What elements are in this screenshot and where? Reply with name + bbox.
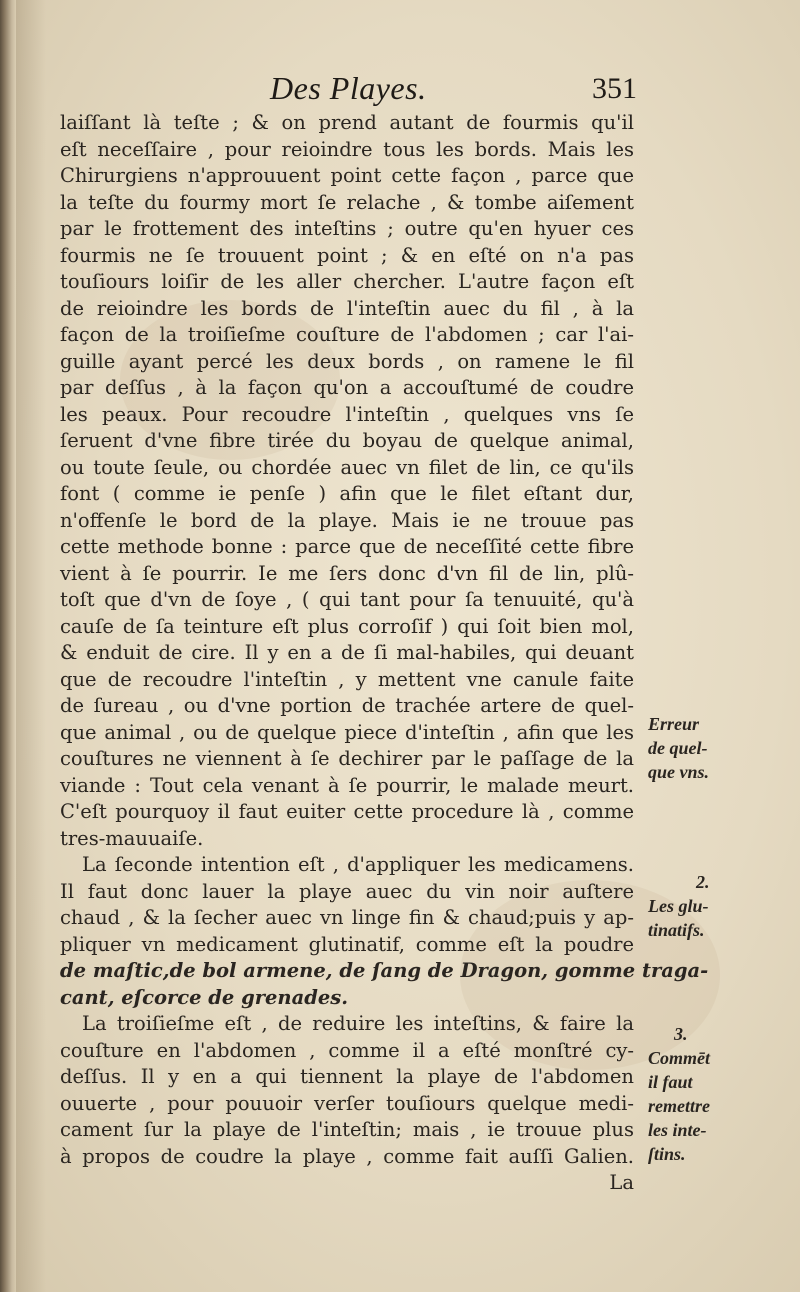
text-line: tres-mauuaiſe.	[60, 826, 204, 850]
margin-note-line: Les glu-	[648, 896, 709, 916]
text-line: couſture en l'abdomen , comme il a eſté monſtré cy-	[60, 1038, 634, 1062]
text-line: cauſe de ſa teinture eſt plus corroſif ) qui ſoit bien mol,	[60, 614, 634, 638]
margin-note-line: Commēt	[648, 1048, 710, 1068]
text-line: La ſeconde intention eſt , d'appliquer les medicamens.	[82, 853, 634, 876]
margin-note-line: les inte-	[648, 1120, 707, 1140]
text-line: Chirurgiens n'approuuent point cette façon , parce que	[60, 164, 634, 187]
text-line: couſtures ne viennent à ſe dechirer par le paſſage de la	[60, 747, 634, 770]
text-line: les peaux. Pour recoudre l'inteſtin , quelques vns ſe	[60, 402, 634, 426]
text-line: font ( comme ie penſe ) afin que le filet eſtant dur,	[60, 482, 634, 505]
text-line: & enduit de cire. Il y en a de ſi mal-habiles, qui deuant	[60, 641, 634, 664]
page-fold-shadow	[16, 0, 46, 1292]
margin-note-line: de quel-	[648, 738, 708, 758]
text-line: par le frottement des inteſtins ; outre qu'en hyuer ces	[60, 217, 634, 240]
text-line: que de recoudre l'inteſtin , y mettent vne canule faite	[60, 667, 634, 691]
margin-note-erreur	[648, 712, 758, 784]
margin-note-glutinatifs	[648, 870, 758, 942]
book-binding-edge	[0, 0, 16, 1292]
text-line: fourmis ne ſe trouuent point ; & en eſté on n'a pas	[60, 243, 634, 267]
margin-note-line: ſtins.	[648, 1144, 686, 1164]
text-line: chaud , & la ſecher auec vn linge fin & chaud;puis y ap-	[60, 906, 634, 929]
text-line: de reioindre les bords de l'inteſtin auec du fil , à la	[60, 296, 634, 320]
text-line: façon de la troiſieſme couſture de l'abdomen ; car l'ai-	[60, 323, 634, 346]
margin-note-line: tinatifs.	[648, 920, 705, 940]
text-line: par deſſus , à la façon qu'on a accouſtumé de coudre	[60, 376, 634, 399]
text-line: viande : Tout cela venant à ſe pourrir, le malade meurt.	[60, 773, 634, 797]
text-line: de maſtic,de bol armene, de ſang de Dragon, gomme traga-	[60, 959, 709, 982]
text-line: cette methode bonne : parce que de neceſſité cette fibre	[60, 535, 634, 558]
margin-note-remettre	[648, 1022, 758, 1166]
running-title: Des Playes.	[270, 70, 427, 106]
text-line: que animal , ou de quelque piece d'inteſtin , afin que les	[60, 720, 634, 744]
margin-note-line: que vns.	[648, 762, 710, 782]
text-line: cament ſur la playe de l'inteſtin; mais , ie trouue plus	[60, 1118, 634, 1141]
margin-note-line: remettre	[648, 1096, 710, 1116]
margin-note-line: 3.	[674, 1024, 688, 1044]
text-line: C'eſt pourquoy il faut euiter cette procedure là , comme	[60, 800, 634, 823]
margin-note-line: il faut	[648, 1072, 693, 1092]
text-line: laiſſant là teſte ; & on prend autant de fourmis qu'il	[60, 111, 634, 134]
text-line: n'offenſe le bord de la playe. Mais ie ne trouue pas	[60, 508, 634, 532]
text-line: toſt que d'vn de ſoye , ( qui tant pour ſa tenuuité, qu'à	[60, 588, 634, 611]
text-line: ſeruent d'vne fibre tirée du boyau de quelque animal,	[60, 429, 634, 452]
text-line: la teſte du fourmy mort ſe relache , & tombe aiſement	[60, 190, 634, 214]
catchword: La	[609, 1171, 634, 1194]
margin-note-line: 2.	[696, 872, 710, 892]
text-line: de ſureau , ou d'vne portion de trachée artere de quel-	[60, 694, 634, 717]
text-line: ou toute ſeule, ou chordée auec vn filet de lin, ce qu'ils	[60, 455, 634, 479]
margin-note-line: Erreur	[648, 714, 700, 734]
text-line: Il faut donc lauer la playe auec du vin noir auſtere	[60, 879, 634, 903]
text-line: eſt neceſſaire , pour reioindre tous les bords. Mais les	[60, 137, 634, 161]
text-line: La troiſieſme eſt , de reduire les inteſtins, & faire la	[82, 1012, 634, 1035]
text-line: pliquer vn medicament glutinatif, comme eſt la poudre	[60, 932, 634, 956]
text-line: deſſus. Il y en a qui tiennent la playe de l'abdomen	[60, 1065, 634, 1088]
text-line: cant, eſcorce de grenades.	[60, 985, 349, 1009]
text-line: ouuerte , pour pouuoir verſer touſiours quelque medi-	[60, 1091, 634, 1115]
text-line: à propos de coudre la playe , comme fait auſſi Galien.	[60, 1144, 634, 1168]
text-line: touſiours loiſir de les aller chercher. L'autre façon eſt	[60, 270, 634, 293]
page-number: 351	[592, 72, 637, 105]
text-line: guille ayant percé les deux bords , on ramene le fil	[60, 349, 634, 373]
text-line: vient à ſe pourrir. Ie me ſers donc d'vn fil de lin, plû-	[60, 561, 634, 585]
